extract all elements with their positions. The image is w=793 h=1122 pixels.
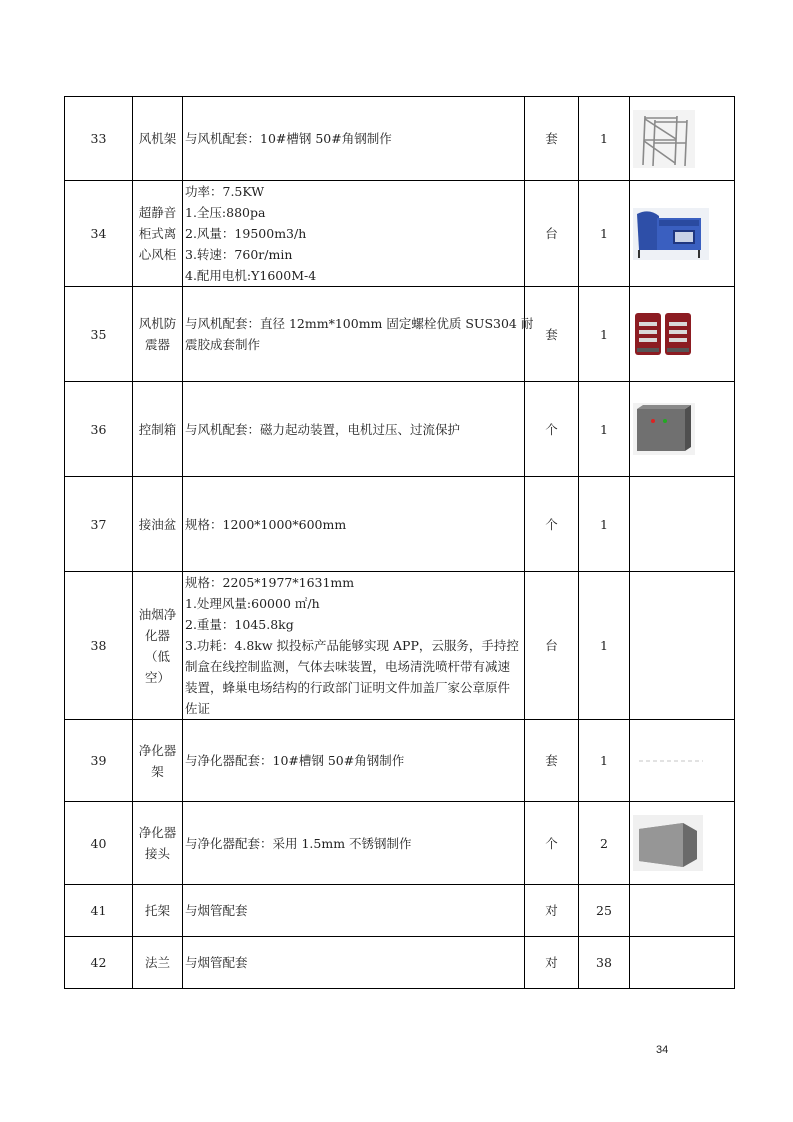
item-image-cell bbox=[630, 885, 735, 937]
item-name bbox=[133, 572, 183, 720]
table-row bbox=[65, 885, 735, 937]
item-description bbox=[183, 885, 525, 937]
item-number: 39 bbox=[65, 720, 133, 802]
desc-paragraph: 3.功耗：4.8kw 拟投标产品能够实现 APP，云服务，手持控制盒在线控制监测，气体去味装置，电场清洗喷杆带有减速装置，蜂巢电场结构的行政部门证明文件加盖厂家公章原件佐证 bbox=[185, 638, 519, 716]
item-image-cell bbox=[630, 937, 735, 989]
desc-line: 规格：2205*1977*1631mm bbox=[185, 575, 355, 590]
table-row bbox=[65, 382, 735, 477]
name-line: （低 bbox=[144, 648, 170, 664]
desc-line: 功率：7.5KW bbox=[185, 184, 265, 199]
name-line: 心风柜 bbox=[138, 247, 177, 262]
item-description bbox=[183, 97, 525, 181]
desc-line: 2.风量：19500m3/h bbox=[185, 226, 307, 241]
item-number: 41 bbox=[65, 885, 133, 937]
item-unit: 套 bbox=[525, 720, 579, 802]
name-line: 超静音 bbox=[138, 205, 177, 220]
item-number: 35 bbox=[65, 287, 133, 382]
desc-line: 与风机配套：磁力起动装置，电机过压、过流保护 bbox=[185, 421, 461, 437]
table-row bbox=[65, 97, 735, 181]
name-line: 净化器 bbox=[138, 742, 177, 758]
item-quantity: 1 bbox=[579, 287, 630, 382]
item-name bbox=[133, 720, 183, 802]
desc-line: 1.处理风量:60000 ㎡/h bbox=[185, 596, 320, 611]
item-image-cell bbox=[630, 97, 735, 181]
name-line: 净化器 bbox=[138, 825, 177, 840]
desc-line: 与风机配套：直径 12mm*100mm 固定螺栓优质 SUS304 耐 bbox=[185, 316, 534, 331]
item-number: 36 bbox=[65, 382, 133, 477]
item-quantity: 38 bbox=[579, 937, 630, 989]
item-number: 40 bbox=[65, 802, 133, 885]
desc-line: 与烟管配套 bbox=[185, 903, 248, 918]
name-line: 空） bbox=[144, 669, 170, 685]
item-unit: 台 bbox=[525, 181, 579, 287]
item-unit: 台 bbox=[525, 572, 579, 720]
item-name bbox=[133, 885, 183, 937]
equipment-table bbox=[64, 96, 735, 989]
desc-line: 与净化器配套：采用 1.5mm 不锈钢制作 bbox=[185, 835, 412, 851]
duct-connector-image bbox=[633, 815, 703, 871]
desc-line: 与烟管配套 bbox=[185, 955, 248, 970]
item-unit: 套 bbox=[525, 97, 579, 181]
item-description bbox=[183, 720, 525, 802]
name-line: 接油盆 bbox=[138, 516, 177, 532]
item-name bbox=[133, 937, 183, 989]
item-image-cell bbox=[630, 572, 735, 720]
item-name bbox=[133, 382, 183, 477]
item-number: 42 bbox=[65, 937, 133, 989]
blue-fan-cabinet-image bbox=[633, 208, 709, 260]
table-row bbox=[65, 937, 735, 989]
table-row bbox=[65, 802, 735, 885]
table-row bbox=[65, 287, 735, 382]
desc-line: 3.转速：760r/min bbox=[185, 247, 293, 262]
item-unit: 个 bbox=[525, 802, 579, 885]
item-quantity: 25 bbox=[579, 885, 630, 937]
item-image-cell bbox=[630, 181, 735, 287]
scaffold-frame-image bbox=[633, 110, 695, 168]
item-unit: 个 bbox=[525, 382, 579, 477]
item-number: 37 bbox=[65, 477, 133, 572]
item-image-cell bbox=[630, 382, 735, 477]
table-row bbox=[65, 477, 735, 572]
name-line: 法兰 bbox=[144, 955, 170, 970]
item-number: 34 bbox=[65, 181, 133, 287]
desc-line: 1.全压:880pa bbox=[185, 205, 266, 220]
name-line: 风机架 bbox=[138, 131, 177, 146]
item-image-cell bbox=[630, 477, 735, 572]
desc-line: 规格：1200*1000*600mm bbox=[185, 516, 347, 532]
item-unit: 套 bbox=[525, 287, 579, 382]
item-number: 33 bbox=[65, 97, 133, 181]
faint-frame-image bbox=[633, 757, 703, 765]
item-quantity: 1 bbox=[579, 477, 630, 572]
name-line: 控制箱 bbox=[138, 421, 177, 437]
item-name bbox=[133, 97, 183, 181]
item-description bbox=[183, 287, 534, 382]
item-description bbox=[183, 572, 525, 720]
item-image-cell bbox=[630, 287, 735, 382]
table-row bbox=[65, 572, 735, 720]
table-row bbox=[65, 181, 735, 287]
item-name bbox=[133, 477, 183, 572]
name-line: 托架 bbox=[144, 903, 170, 918]
desc-line: 4.配用电机:Y1600M-4 bbox=[185, 268, 317, 283]
item-quantity: 1 bbox=[579, 382, 630, 477]
table-row bbox=[65, 720, 735, 802]
name-line: 震器 bbox=[144, 337, 170, 352]
item-description bbox=[183, 802, 525, 885]
item-image-cell bbox=[630, 720, 735, 802]
name-line: 接头 bbox=[144, 846, 170, 861]
name-line: 化器 bbox=[144, 627, 170, 643]
item-quantity: 1 bbox=[579, 181, 630, 287]
item-quantity: 1 bbox=[579, 97, 630, 181]
desc-line: 2.重量：1045.8kg bbox=[185, 617, 294, 632]
vibration-damper-image bbox=[633, 310, 695, 358]
item-image-cell bbox=[630, 802, 735, 885]
item-unit: 个 bbox=[525, 477, 579, 572]
name-line: 油烟净 bbox=[138, 606, 177, 622]
item-number: 38 bbox=[65, 572, 133, 720]
item-description bbox=[183, 477, 525, 572]
name-line: 柜式离 bbox=[138, 226, 177, 241]
item-name bbox=[133, 802, 183, 885]
desc-line: 震胶成套制作 bbox=[185, 337, 261, 352]
item-quantity: 1 bbox=[579, 720, 630, 802]
desc-line: 与净化器配套：10#槽钢 50#角钢制作 bbox=[185, 753, 405, 768]
item-description bbox=[183, 937, 525, 989]
desc-line: 与风机配套：10#槽钢 50#角钢制作 bbox=[185, 131, 392, 146]
item-unit: 对 bbox=[525, 937, 579, 989]
item-description bbox=[183, 181, 525, 287]
page-number: 34 bbox=[656, 1044, 669, 1056]
item-name bbox=[133, 287, 183, 382]
item-description bbox=[183, 382, 525, 477]
name-line: 风机防 bbox=[138, 316, 177, 331]
control-box-image bbox=[633, 403, 695, 455]
item-quantity: 2 bbox=[579, 802, 630, 885]
item-unit: 对 bbox=[525, 885, 579, 937]
name-line: 架 bbox=[151, 763, 164, 779]
item-quantity: 1 bbox=[579, 572, 630, 720]
item-name bbox=[133, 181, 183, 287]
